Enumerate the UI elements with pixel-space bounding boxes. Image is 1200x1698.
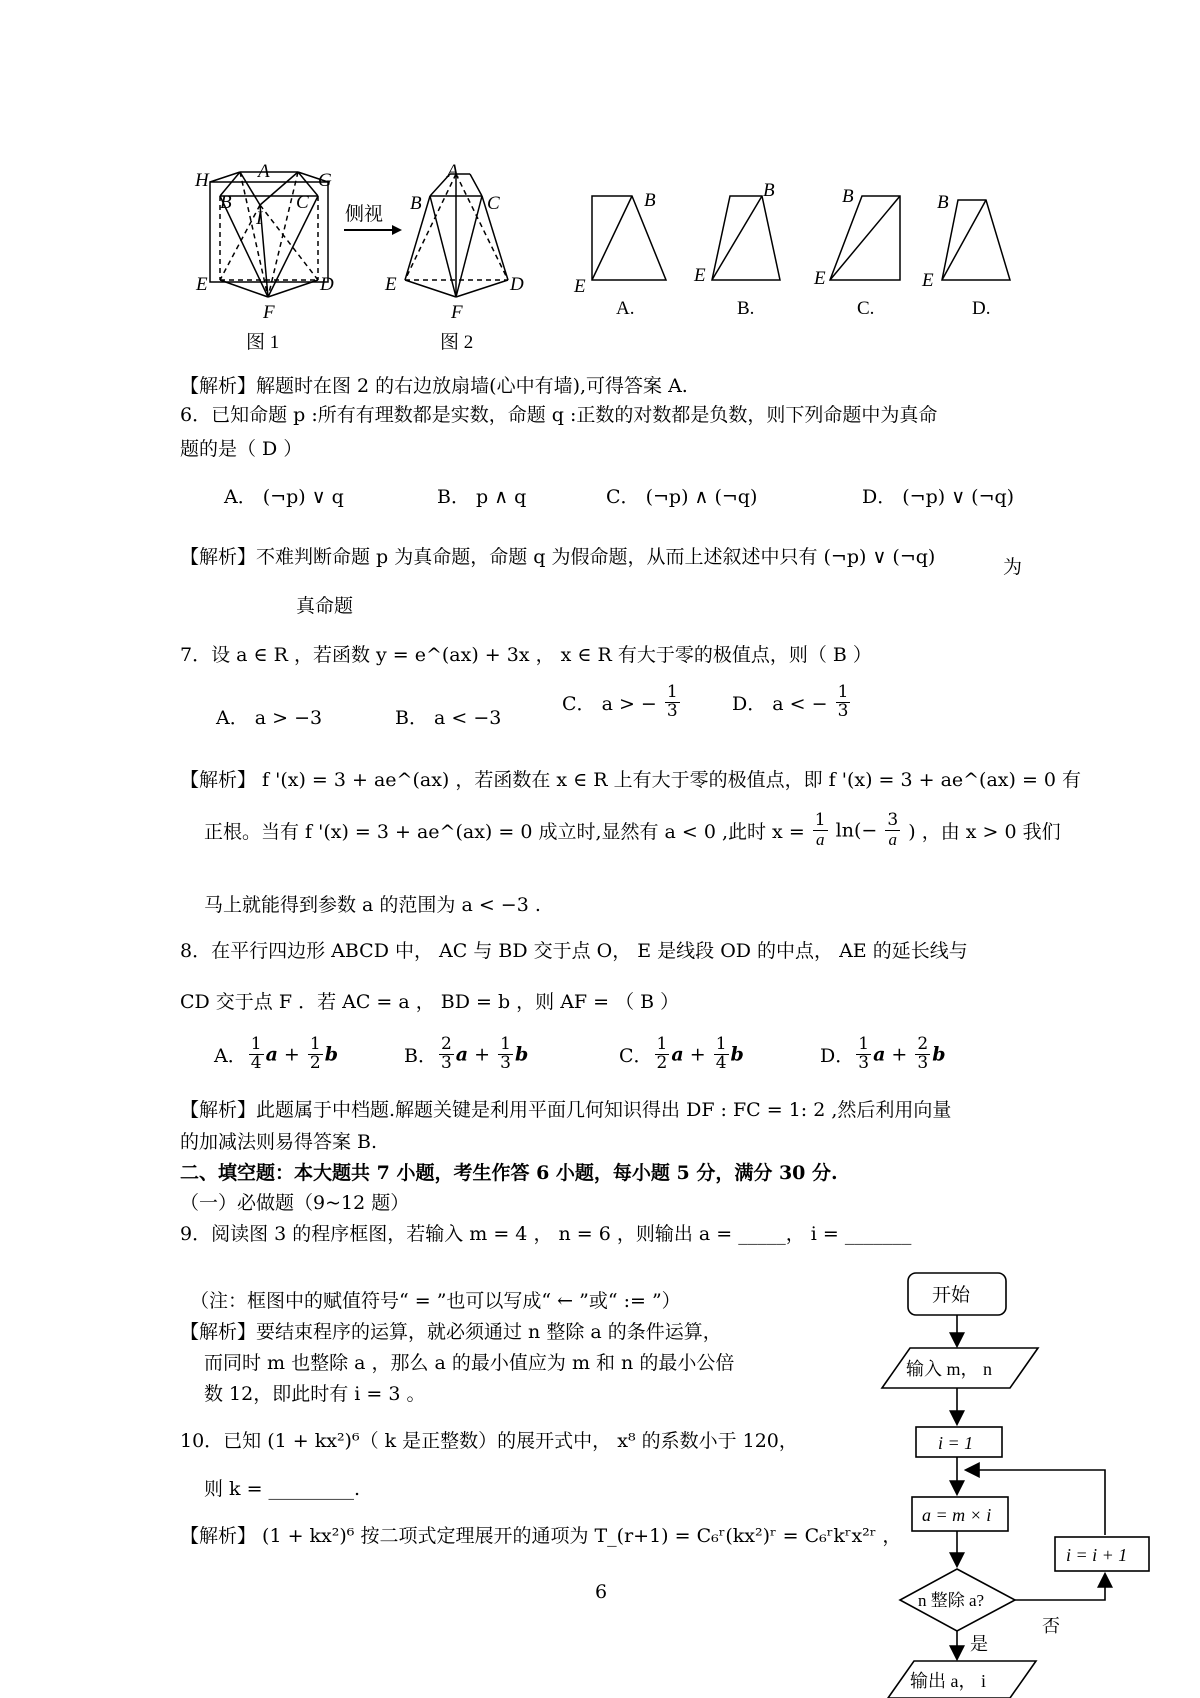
fraction-numerator: 2	[440, 1034, 452, 1054]
q10-analysis: 【解析】 (1 + kx²)⁶ 按二项式定理展开的通项为 T_(r+1) = C₆ʳ(kx²)ʳ = C₆ʳkʳx²ʳ ，	[180, 1525, 902, 1547]
fraction-denominator: 4	[250, 1052, 262, 1073]
q6-option-d: D． (¬p) ∨ (¬q)	[862, 486, 1015, 508]
option-b-vertex-e: E	[694, 265, 706, 286]
fraction-numerator: 1	[309, 1034, 321, 1054]
q7-option-d	[732, 684, 852, 721]
fraction-numerator: 2	[917, 1034, 929, 1054]
q7-option-b: B． a < −3	[395, 707, 502, 729]
option-b-label: B.	[737, 298, 755, 319]
option-d-label: D.	[972, 298, 991, 319]
q8-stem-line2: CD 交于点 F ．若 AC = a ， BD = b ，则 AF = （ B ）	[180, 991, 680, 1013]
q6-analysis-line1-tail: 为	[1003, 556, 1023, 578]
fig2-caption: 图 2	[440, 332, 474, 353]
q6-option-c: C． (¬p) ∧ (¬q)	[606, 486, 758, 508]
q7-option-c-den: 3	[666, 700, 678, 721]
q7-option-c-text: C． a > −	[562, 692, 657, 715]
fig2-label-E: E	[385, 274, 397, 295]
fraction-denominator: 3	[917, 1052, 929, 1073]
q8-option-2	[404, 1036, 528, 1073]
fig1-label-E: E	[196, 274, 208, 295]
option-a-label: A.	[616, 298, 635, 319]
q8-option-fraction	[249, 1036, 264, 1073]
q7-analysis-line2-pre: 正根。当有 f '(x) = 3 + ae^(ax) = 0 成立时,显然有 a < 0 ,此时 x =	[204, 820, 805, 843]
option-c-vertex-e: E	[814, 268, 826, 289]
q8-option-label: D．	[820, 1044, 855, 1067]
q7-option-d-text: D． a < −	[732, 692, 828, 715]
flow-yes-label: 是	[970, 1634, 988, 1654]
q7-analysis-line3: 马上就能得到参数 a 的范围为 a < −3 .	[204, 894, 541, 916]
flow-condition-text: n 整除 a?	[918, 1591, 985, 1610]
vector-a: a	[265, 1043, 278, 1066]
option-d-vertex-e: E	[922, 270, 934, 291]
fraction-numerator: 1	[858, 1034, 870, 1054]
q8-option-fraction	[714, 1036, 729, 1073]
q8-option-3	[619, 1036, 744, 1073]
option-c-figure	[830, 196, 900, 280]
fig2-label-F: F	[451, 302, 463, 323]
q8-option-label: C．	[619, 1044, 653, 1067]
q6-analysis-line1: 【解析】不难判断命题 p 为真命题，命题 q 为假命题，从而上述叙述中只有 (¬p) ∨ (¬q)	[180, 546, 936, 568]
fraction-denominator: 4	[715, 1052, 727, 1073]
q6-stem-line1: 6．已知命题 p :所有有理数都是实数，命题 q :正数的对数都是负数，则下列命题中为真命	[180, 404, 938, 426]
q7-frac2-num: 3	[887, 810, 899, 830]
plus-sign: +	[683, 1043, 712, 1066]
q9-note: （注：框图中的赋值符号“ = ”也可以写成“ ← ”或“ := ”）	[190, 1290, 681, 1312]
fig2-label-C: C	[487, 193, 500, 214]
fig2-label-D: D	[510, 274, 524, 295]
section2-subtitle: （一）必做题（9~12 题）	[180, 1192, 410, 1214]
option-b-vertex-b: B	[763, 180, 775, 201]
q9-stem: 9．阅读图 3 的程序框图，若输入 m = 4 ， n = 6 ，则输出 a = _____， i = _______	[180, 1223, 912, 1245]
q7-analysis-line2-mid: ln(−	[835, 819, 878, 842]
q8-option-label: A．	[214, 1044, 247, 1067]
q9-analysis-line1: 【解析】要结束程序的运算，就必须通过 n 整除 a 的条件运算，	[180, 1321, 722, 1343]
option-b-figure	[712, 196, 780, 280]
q10-stem-line1: 10．已知 (1 + kx²)⁶（ k 是正整数）的展开式中， x⁸ 的系数小于 120，	[180, 1430, 798, 1452]
q8-option-fraction	[439, 1036, 454, 1073]
q7-analysis-line2	[204, 812, 1061, 849]
fraction-numerator: 1	[715, 1034, 727, 1054]
side-view-label: 侧视	[345, 204, 384, 225]
vector-b: b	[730, 1043, 744, 1066]
q8-stem-line1: 8．在平行四边形 ABCD 中， AC 与 BD 交于点 O， E 是线段 OD 的中点， AE 的延长线与	[180, 940, 968, 962]
q7-frac1-den: a	[815, 829, 825, 849]
option-d-figure	[942, 200, 1010, 280]
q6-option-b: B． p ∧ q	[437, 486, 527, 508]
fraction-denominator: 2	[656, 1052, 668, 1073]
plus-sign: +	[885, 1043, 914, 1066]
fraction-denominator: 3	[500, 1052, 511, 1073]
q7-stem: 7．设 a ∈ R ，若函数 y = e^(ax) + 3x ， x ∈ R 有大于零的极值点，则（ B ）	[180, 644, 872, 666]
flow-increment-text: i = i + 1	[1066, 1545, 1128, 1565]
fig1-caption: 图 1	[246, 332, 280, 353]
vector-a: a	[873, 1043, 886, 1066]
q8-analysis-line1: 【解析】此题属于中档题.解题关键是利用平面几何知识得出 DF : FC = 1: 2 ,然后利用向量	[180, 1099, 952, 1121]
q7-option-c-num: 1	[666, 682, 678, 702]
flow-no-label: 否	[1042, 1616, 1060, 1636]
q9-analysis-line3: 数 12，即此时有 i = 3 。	[204, 1383, 426, 1405]
fig1-label-C: C	[296, 192, 309, 213]
vector-b: b	[514, 1043, 529, 1066]
fraction-denominator: 3	[440, 1052, 452, 1073]
flowchart	[860, 1265, 1160, 1698]
option-a-vertex-b: B	[644, 190, 656, 211]
figure-1	[210, 172, 328, 297]
q7-frac1-num: 1	[814, 810, 826, 830]
fig1-label-D: D	[320, 274, 334, 295]
q8-option-4	[820, 1036, 946, 1073]
fig1-label-F: F	[263, 302, 275, 323]
fig1-label-G: G	[318, 170, 332, 191]
plus-sign: +	[468, 1043, 497, 1066]
q7-option-d-den: 3	[837, 700, 849, 721]
q8-option-fraction	[856, 1036, 871, 1073]
vector-a: a	[671, 1043, 684, 1066]
q7-analysis-line2-post: ) ，由 x > 0 我们	[908, 820, 1061, 843]
flow-assign-text: a = m × i	[922, 1505, 992, 1525]
q8-analysis-line2: 的加减法则易得答案 B.	[180, 1131, 378, 1153]
flow-start-text: 开始	[932, 1285, 971, 1306]
vector-b: b	[932, 1043, 946, 1066]
q5-analysis: 【解析】解题时在图 2 的右边放扇墙(心中有墙),可得答案 A.	[180, 375, 688, 397]
fraction-numerator: 1	[500, 1034, 511, 1054]
q7-frac2-den: a	[888, 829, 898, 849]
fraction-numerator: 1	[656, 1034, 668, 1054]
plus-sign: +	[277, 1043, 306, 1066]
fraction-denominator: 3	[858, 1052, 870, 1073]
q6-stem-line2: 题的是（ D ）	[180, 438, 303, 460]
q6-option-a: A． (¬p) ∨ q	[224, 486, 344, 508]
fig2-label-A: A	[447, 161, 459, 182]
section2-title: 二、填空题：本大题共 7 小题，考生作答 6 小题，每小题 5 分，满分 30 分.	[180, 1162, 838, 1184]
fig1-label-I: I	[256, 208, 263, 229]
q7-option-a: A． a > −3	[216, 707, 323, 729]
flow-init-text: i = 1	[938, 1433, 974, 1453]
q10-stem-line2: 则 k = _________.	[204, 1478, 361, 1500]
q7-analysis-line1: 【解析】 f '(x) = 3 + ae^(ax) ，若函数在 x ∈ R 上有大于零的极值点，即 f '(x) = 3 + ae^(ax) = 0 有	[180, 769, 1082, 791]
fig1-label-A: A	[258, 161, 270, 182]
q7-option-d-num: 1	[837, 682, 849, 702]
fig2-label-B: B	[410, 193, 422, 214]
geometry-figures	[0, 0, 1200, 380]
vector-b: b	[324, 1043, 338, 1066]
page-number: 6	[595, 1581, 608, 1603]
q8-option-fraction	[498, 1036, 513, 1073]
q8-option-fraction	[655, 1036, 670, 1073]
q6-analysis-line2: 真命题	[296, 595, 354, 617]
option-d-vertex-b: B	[937, 192, 949, 213]
side-view-arrow	[344, 225, 402, 235]
vector-a: a	[455, 1043, 469, 1066]
q7-option-c	[562, 684, 682, 721]
option-c-label: C.	[857, 298, 875, 319]
q9-analysis-line2: 而同时 m 也整除 a ，那么 a 的最小值应为 m 和 n 的最小公倍	[204, 1352, 735, 1374]
fraction-denominator: 2	[309, 1052, 321, 1073]
q8-option-1	[214, 1036, 338, 1073]
fig1-label-H: H	[195, 170, 209, 191]
option-c-vertex-b: B	[842, 186, 854, 207]
q8-option-label: B．	[404, 1044, 437, 1067]
fig1-label-B: B	[220, 192, 232, 213]
flow-output-text: 输出 a， i	[910, 1671, 986, 1691]
option-a-vertex-e: E	[574, 276, 586, 297]
fraction-numerator: 1	[250, 1034, 262, 1054]
flow-input-text: 输入 m， n	[906, 1359, 993, 1379]
q8-option-fraction	[915, 1036, 930, 1073]
q8-option-fraction	[308, 1036, 323, 1073]
